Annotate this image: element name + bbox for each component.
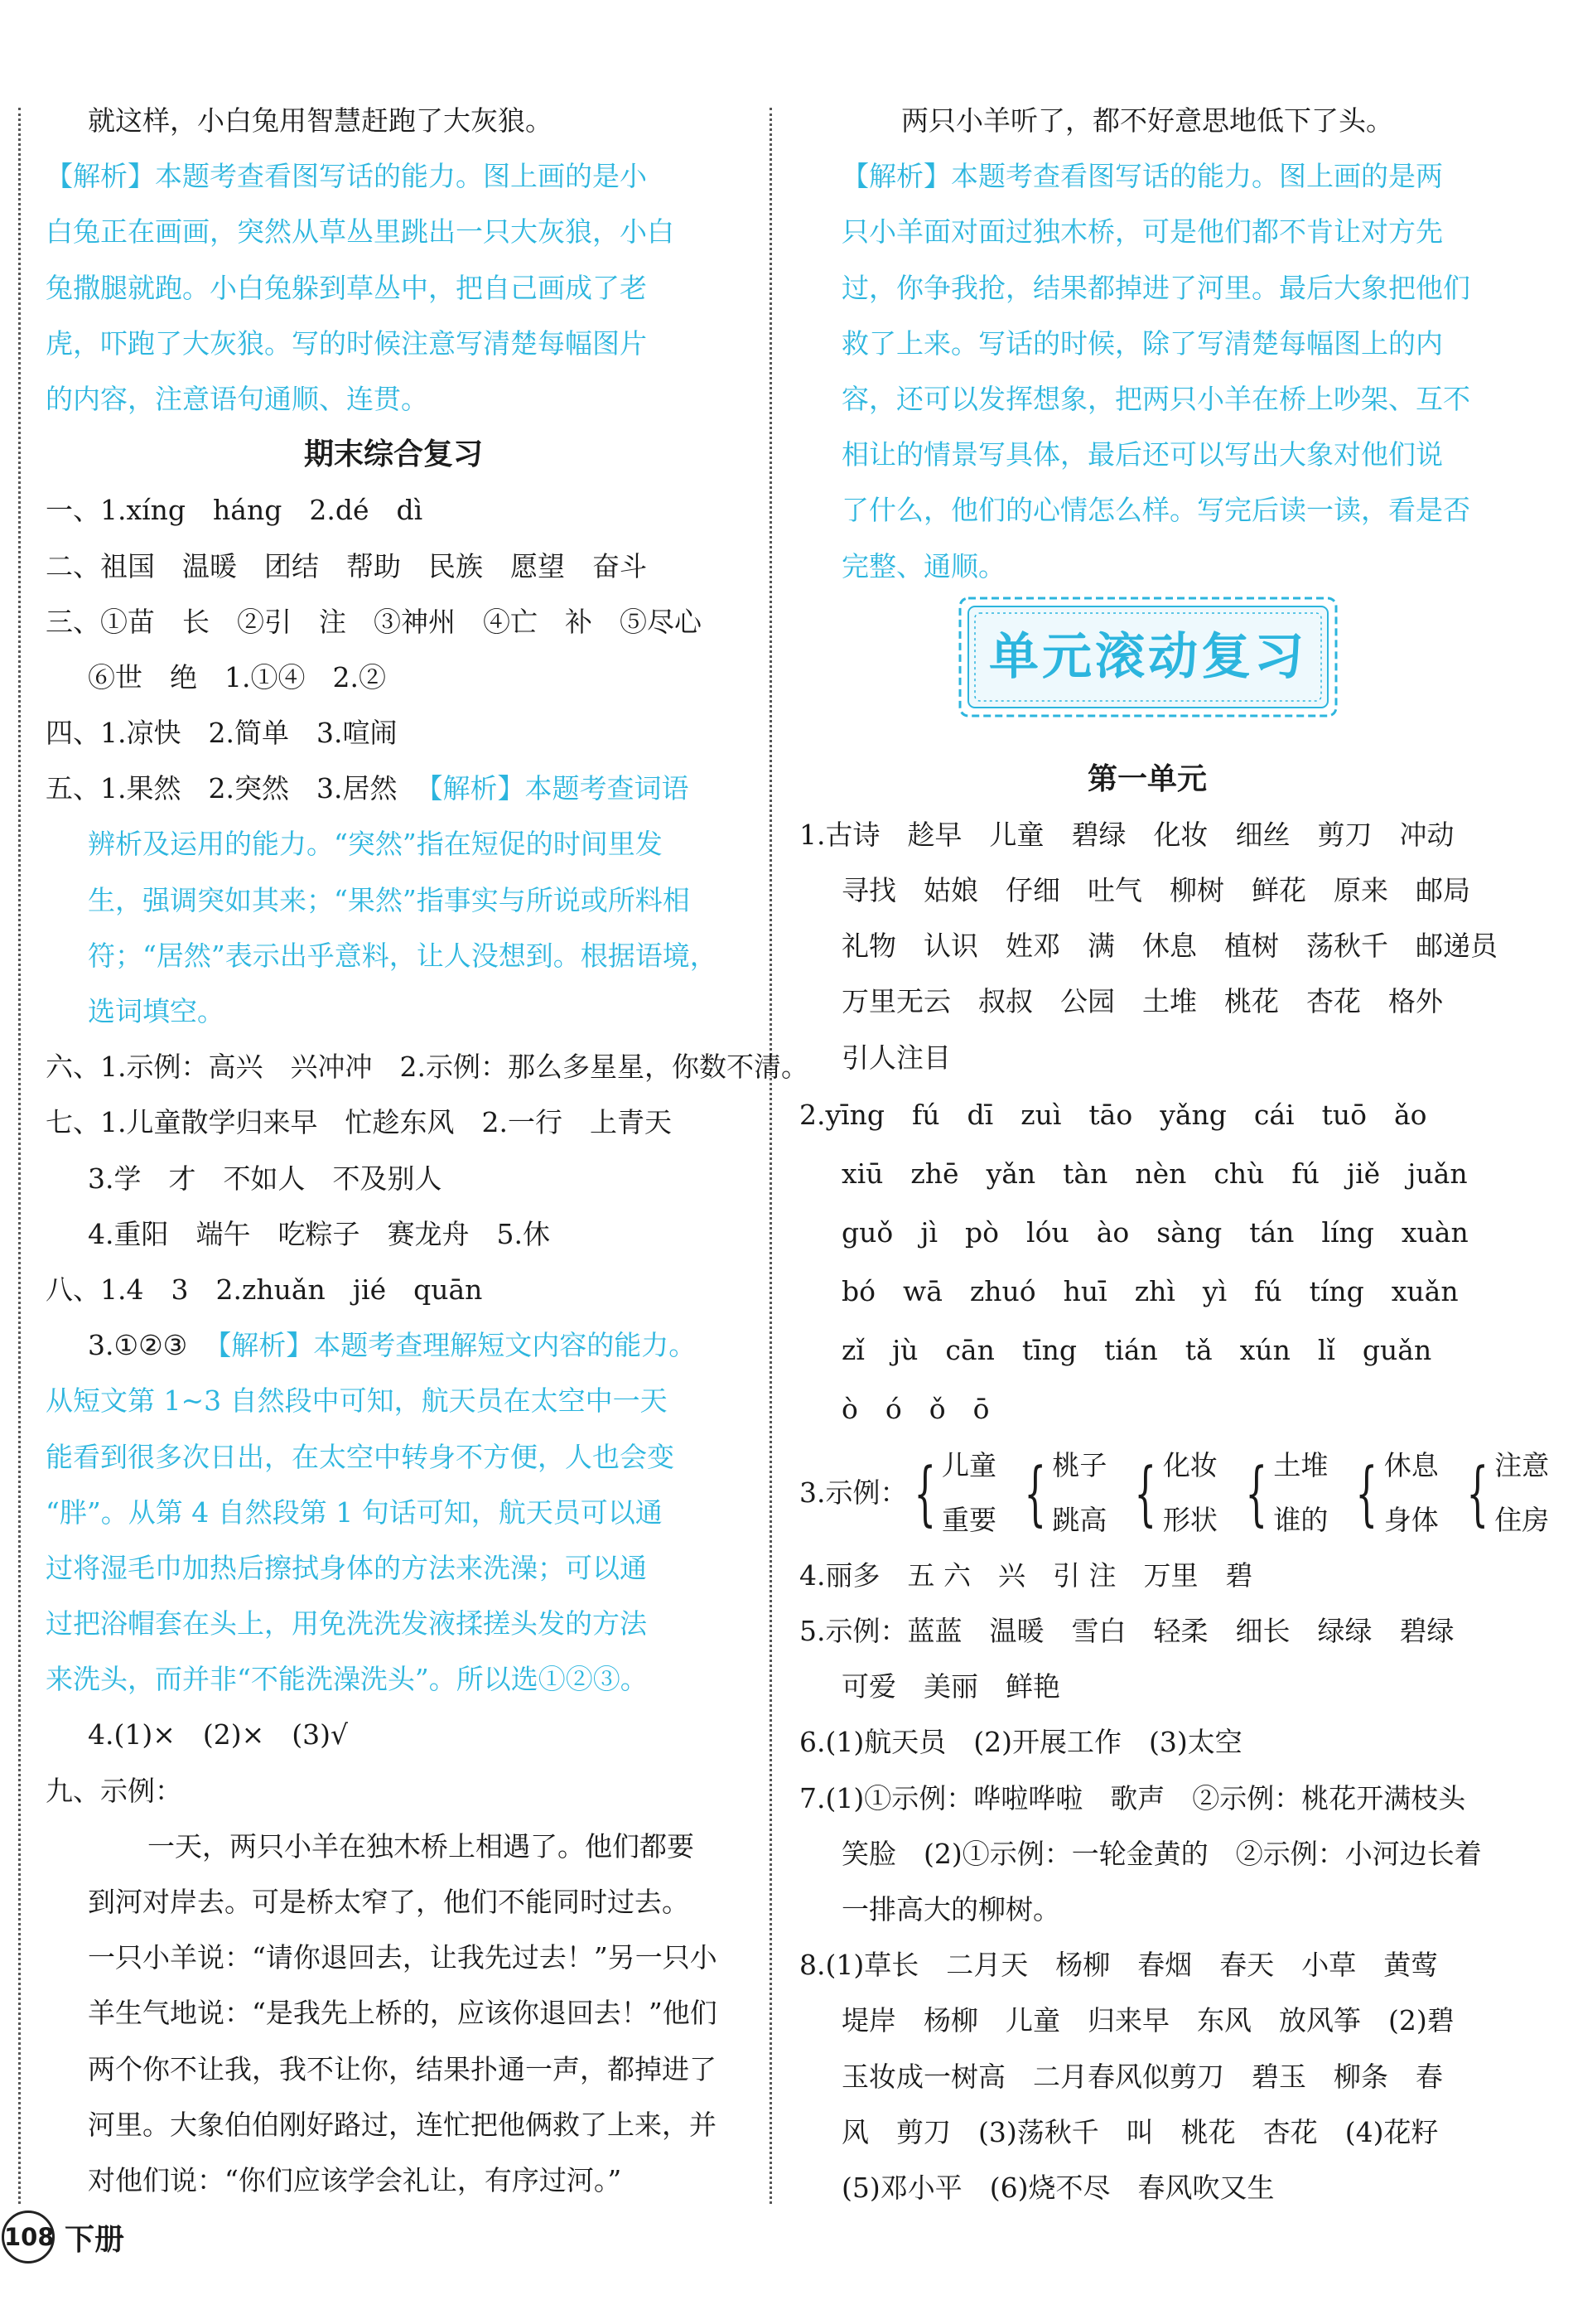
unit-q5: 5.示例：蓝蓝 温暖 雪白 轻柔 细长 绿绿 碧绿: [799, 1615, 1455, 1647]
analysis-line: 兔撒腿就跑。小白兔躲到草丛中，把自己画成了老: [46, 271, 647, 304]
story-line: 一天，两只小羊在独木桥上相遇了。他们都要: [147, 1829, 694, 1863]
analysis-line: 完整、通顺。: [842, 549, 1006, 582]
analysis-line: 能看到很多次日出，在太空中转身不方便，人也会变: [46, 1440, 674, 1473]
brace-icon: {: [1024, 1452, 1047, 1534]
word-pair-bottom: 跳高: [1052, 1503, 1107, 1536]
word-pair-top: 休息: [1383, 1448, 1439, 1481]
answer-q2: 二、祖国 温暖 团结 帮助 民族 愿望 奋斗: [46, 549, 647, 582]
analysis-tag: 【解析】本题考查理解短文内容的能力。: [204, 1329, 697, 1362]
analysis-line: 过将湿毛巾加热后擦拭身体的方法来洗澡；可以通: [46, 1551, 647, 1584]
unit-q7-cont: 笑脸 (2)①示例：一轮金黄的 ②示例：小河边长着: [842, 1837, 1482, 1870]
analysis-line: 选词填空。: [88, 995, 224, 1027]
analysis-line: 过，你争我抢，结果都掉进了河里。最后大象把他们: [842, 271, 1470, 304]
brace-icon: {: [1134, 1452, 1157, 1534]
analysis-line: 虎，吓跑了大灰狼。写的时候注意写清楚每幅图片: [46, 326, 647, 360]
unit-q1-cont: 引人注目: [842, 1041, 951, 1074]
answer-q3-cont: ⑥世 绝 1.①④ 2.②: [88, 660, 386, 693]
unit-q2-pinyin: bó wā zhuó huī zhì yì fú tíng xuǎn: [842, 1274, 1459, 1307]
word-pair-bottom: 重要: [941, 1503, 996, 1536]
right-column: [799, 93, 1550, 2215]
word-pair-top: 土堆: [1273, 1448, 1329, 1481]
unit-q2-pinyin: guǒ jì pò lóu ào sàng tán líng xuàn: [842, 1215, 1469, 1249]
story-line: 河里。大象伯伯刚好路过，连忙把他俩救了上来，并: [88, 2108, 717, 2141]
unit-q1-cont: 万里无云 叔叔 公园 土堆 桃花 杏花 格外: [842, 985, 1443, 1018]
story-ending: 两只小羊听了，都不好意思地低下了头。: [901, 104, 1393, 137]
analysis-line: 过把浴帽套在头上，用免洗洗发液揉搓头发的方法: [46, 1607, 647, 1640]
analysis-line: 白兔正在画画，突然从草丛里跳出一只大灰狼，小白: [46, 215, 674, 249]
word-pair-group: [1349, 1438, 1438, 1548]
analysis-line: “胖”。从第 4 自然段第 1 句话可知，航天员可以通: [46, 1495, 663, 1529]
word-pair-top: 注意: [1494, 1448, 1550, 1481]
unit-q8-cont: 风 剪刀 (3)荡秋千 叫 桃花 杏花 (4)花籽: [842, 2115, 1439, 2148]
answer-q7-cont: 4.重阳 端午 吃粽子 赛龙舟 5.休: [88, 1217, 550, 1250]
unit-q7: 7.(1)①示例：哗啦哗啦 歌声 ②示例：桃花开满枝头: [799, 1781, 1466, 1814]
story-line: 到河对岸去。可是桥太窄了，他们不能同时过去。: [88, 1886, 689, 1918]
analysis-line: 生，强调突如其来；“果然”指事实与所说或所料相: [88, 883, 690, 916]
left-margin-dotted-rule: [18, 108, 21, 2204]
brace-icon: {: [1466, 1452, 1489, 1534]
answer-q8-3: [46, 1317, 741, 1373]
page-footer: [2, 2210, 124, 2264]
analysis-line: 了什么，他们的心情怎么样。写完后读一读，看是否: [842, 494, 1470, 527]
unit-q2-pinyin: xiū zhē yǎn tàn nèn chù fú jiě juǎn: [842, 1157, 1468, 1190]
analysis-line: 来洗头，而并非“不能洗澡洗头”。所以选①②③。: [46, 1663, 648, 1696]
analysis-line: 容，还可以发挥想象，把两只小羊在桥上吵架、互不: [842, 382, 1470, 415]
answer-q1: 一、1.xíng háng 2.dé dì: [46, 494, 423, 527]
banner-title: 单元滚动复习: [989, 628, 1307, 686]
analysis-line: 救了上来。写话的时候，除了写清楚每幅图上的内: [842, 326, 1443, 360]
answer-q6: 六、1.示例：高兴 兴冲冲 2.示例：那么多星星，你数不清。: [46, 1051, 808, 1084]
word-pair-group: [1128, 1438, 1217, 1548]
word-pair-bottom: 形状: [1162, 1503, 1218, 1536]
story-line: 两个你不让我，我不让你，结果扑通一声，都掉进了: [88, 2052, 717, 2085]
answer-q5-words: 五、1.果然 2.突然 3.居然: [46, 772, 398, 805]
word-pair-top: 桃子: [1052, 1448, 1107, 1481]
word-pair-group: [908, 1438, 996, 1548]
page-number: 108: [2, 2210, 55, 2264]
unit-q8-cont: 玉妆成一树高 二月春风似剪刀 碧玉 柳条 春: [842, 2060, 1443, 2093]
analysis-line: 的内容，注意语句通顺、连贯。: [46, 382, 428, 415]
unit-q8-cont: 堤岸 杨柳 儿童 归来早 东风 放风筝 (2)碧: [842, 2004, 1455, 2037]
story-line: 对他们说：“你们应该学会礼让，有序过河。”: [88, 2163, 622, 2196]
analysis-line: 【解析】本题考查看图写话的能力。图上画的是小: [46, 160, 647, 193]
word-pair-top: 儿童: [941, 1448, 996, 1481]
unit-q3: [799, 1438, 1550, 1548]
unit-q2-pinyin: ò ó ǒ ō: [842, 1392, 990, 1425]
unit-title: 第一单元: [1087, 761, 1207, 796]
answer-q4: 四、1.凉快 2.简单 3.喧闹: [46, 717, 398, 750]
answer-q8-4: 4.(1)× (2)× (3)√: [88, 1718, 349, 1751]
unit-q1-cont: 寻找 姑娘 仔细 吐气 柳树 鲜花 原来 邮局: [842, 874, 1470, 907]
word-pair-bottom: 谁的: [1273, 1503, 1329, 1536]
answer-q3: 三、①苗 长 ②引 注 ③神州 ④亡 补 ⑤尽心: [46, 605, 702, 638]
analysis-line: 符；“居然”表示出乎意料，让人没想到。根据语境，: [88, 939, 717, 972]
unit-q7-cont: 一排高大的柳树。: [842, 1892, 1060, 1925]
unit-review-banner: [957, 595, 1339, 719]
story-ending: 就这样，小白兔用智慧赶跑了大灰狼。: [88, 104, 552, 137]
answer-q7: 七、1.儿童散学归来早 忙趁东风 2.一行 上青天: [46, 1106, 672, 1139]
word-pair-bottom: 住房: [1494, 1503, 1550, 1536]
analysis-line: 只小羊面对面过独木桥，可是他们都不肯让对方先: [842, 215, 1443, 249]
brace-icon: {: [1355, 1452, 1378, 1534]
unit-q8: 8.(1)草长 二月天 杨柳 春烟 春天 小草 黄莺: [799, 1949, 1439, 1982]
analysis-line: 从短文第 1~3 自然段中可知，航天员在太空中一天: [46, 1384, 668, 1418]
unit-q1: 1.古诗 趁早 儿童 碧绿 化妆 细丝 剪刀 冲动: [799, 818, 1455, 851]
volume-label: 下册: [65, 2222, 125, 2257]
analysis-line: 辨析及运用的能力。“突然”指在短促的时间里发: [88, 828, 663, 861]
answer-q9: 九、示例：: [46, 1774, 182, 1807]
analysis-line: 相让的情景写具体，最后还可以写出大象对他们说: [842, 438, 1443, 471]
word-pair-bottom: 身体: [1383, 1503, 1439, 1536]
answer-q5: [46, 761, 741, 816]
unit-q2-pinyin: zǐ jù cān tīng tián tǎ xún lǐ guǎn: [842, 1333, 1432, 1366]
analysis-line: 【解析】本题考查看图写话的能力。图上画的是两: [842, 160, 1443, 193]
column-divider-dotted-rule: [770, 108, 772, 2204]
story-line: 一只小羊说：“请你退回去，让我先过去！”另一只小: [88, 1941, 717, 1974]
answer-q7-cont: 3.学 才 不如人 不及别人: [88, 1162, 442, 1195]
answer-q8-3-choice: 3.①②③: [88, 1329, 188, 1362]
word-pair-top: 化妆: [1162, 1448, 1218, 1481]
unit-q1-cont: 礼物 认识 姓邓 满 休息 植树 荡秋千 邮递员: [842, 930, 1498, 963]
section-title: 期末综合复习: [303, 437, 483, 472]
answer-q8: 八、1.4 3 2.zhuǎn jié quān: [46, 1273, 483, 1306]
analysis-tag: 【解析】本题考查词语: [415, 772, 689, 805]
unit-q4: 4.丽多 五 六 兴 引 注 万里 碧: [799, 1558, 1253, 1592]
story-line: 羊生气地说：“是我先上桥的，应该你退回去！”他们: [88, 1997, 717, 2030]
word-pair-group: [1239, 1438, 1328, 1548]
word-pair-group: [1460, 1438, 1549, 1548]
unit-q6: 6.(1)航天员 (2)开展工作 (3)太空: [799, 1726, 1242, 1759]
word-pair-group: [1018, 1438, 1107, 1548]
unit-q5-cont: 可爱 美丽 鲜艳: [842, 1670, 1060, 1703]
unit-q8-cont: (5)邓小平 (6)烧不尽 春风吹又生: [842, 2171, 1275, 2204]
brace-icon: {: [913, 1452, 936, 1534]
brace-icon: {: [1245, 1452, 1267, 1534]
unit-q3-label: 3.示例：: [799, 1476, 908, 1510]
left-column: [46, 93, 808, 2208]
unit-q2-pinyin: 2.yīng fú dī zuì tāo yǎng cái tuō ǎo: [799, 1098, 1427, 1131]
